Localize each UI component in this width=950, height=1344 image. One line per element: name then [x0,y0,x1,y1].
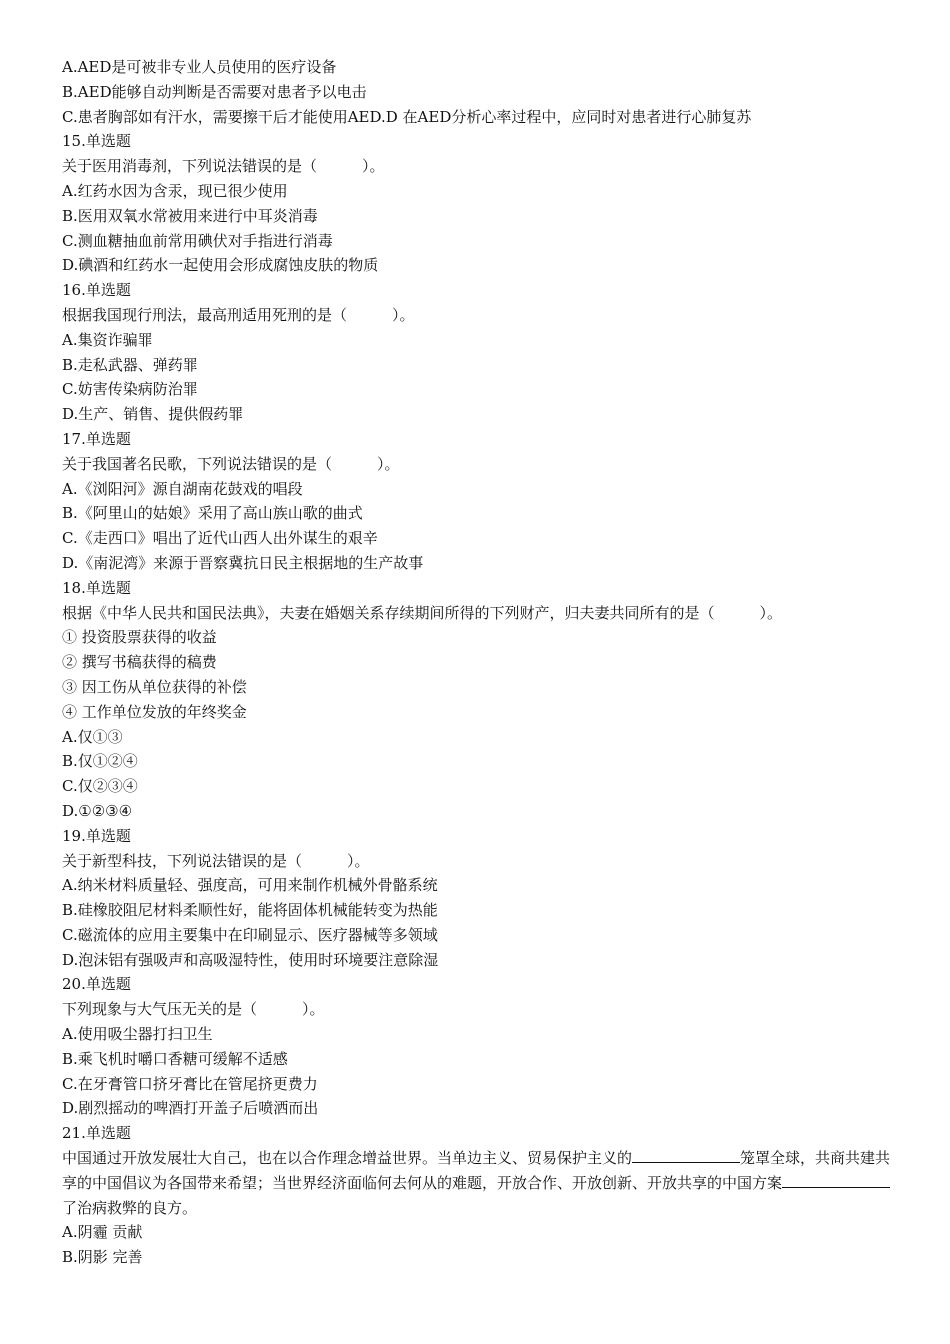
text-line: C.妨害传染病防治罪 [62,380,198,399]
text-line: 关于我国著名民歌，下列说法错误的是（ ）。 [62,454,400,473]
text-line: 19.单选题 [62,826,131,845]
text-line: B.走私武器、弹药罪 [62,355,198,374]
text-line: ② 撰写书稿获得的稿费 [62,653,217,672]
text-line: ③ 因工伤从单位获得的补偿 [62,677,247,696]
text-line: C.磁流体的应用主要集中在印刷显示、医疗器械等多领域 [62,925,438,944]
question-21-options [62,1220,892,1270]
text-line: D.碘酒和红药水一起使用会形成腐蚀皮肤的物质 [62,256,379,275]
text-line: A.纳米材料质量轻、强度高，可用来制作机械外骨骼系统 [62,876,438,895]
text-line: A.集资诈骗罪 [62,330,153,349]
text-line: B.《阿里山的姑娘》采用了高山族山歌的曲式 [62,504,363,523]
text-line: B.仅①②④ [62,752,138,771]
text-line: 20.单选题 [62,975,131,994]
text-line: C.测血糖抽血前常用碘伏对手指进行消毒 [62,231,333,250]
text-line: 18.单选题 [62,578,131,597]
text-line: ④ 工作单位发放的年终奖金 [62,702,247,721]
question-21-stem-part1: 中国通过开放发展壮大自己，也在以合作理念增益世界。当单边主义、贸易保护主义的 [62,1149,633,1168]
text-line: B.医用双氧水常被用来进行中耳炎消毒 [62,206,318,225]
text-line: A.AED是可被非专业人员使用的医疗设备 [62,58,337,76]
text-line: 关于新型科技，下列说法错误的是（ ）。 [62,851,370,870]
text-line: ① 投资股票获得的收益 [62,628,217,647]
text-line: 根据《中华人民共和国民法典》，夫妻在婚姻关系存续期间所得的下列财产，归夫妻共同所有的是（ ）。 [62,603,783,622]
text-line: B.乘飞机时嚼口香糖可缓解不适感 [62,1049,288,1068]
text-line: B.硅橡胶阻尼材料柔顺性好，能将固体机械能转变为热能 [62,901,438,920]
question-21-stem-part2: 笼罩全球，共商共建共享的中国倡议为各国带来希望；当世界经济面临何去何从的难题，开放合作、开放创新、开放共享的中国方案 [62,1149,891,1192]
text-line: A.仅①③ [62,727,123,746]
text-line: A.《浏阳河》源自湖南花鼓戏的唱段 [62,479,303,498]
text-line: 21.单选题 [62,1124,131,1143]
text-line: D.①②③④ [62,801,133,820]
text-line: D.泡沫铝有强吸声和高吸湿特性，使用时环境要注意除湿 [62,950,439,969]
text-line: D.剧烈摇动的啤酒打开盖子后喷洒而出 [62,1099,319,1118]
text-line: D.《南泥湾》来源于晋察冀抗日民主根据地的生产故事 [62,553,424,572]
text-line: C.患者胸部如有汗水，需要擦干后才能使用AED.D 在AED分析心率过程中，应同时对患者进行心肺复苏 [62,107,752,126]
text-line: 下列现象与大气压无关的是（ ）。 [62,1000,325,1019]
text-line: 16.单选题 [62,281,131,300]
text-line: 15.单选题 [62,132,131,151]
text-line: 关于医用消毒剂，下列说法错误的是（ ）。 [62,157,385,176]
text-line: A.阴霾 贡献 [62,1223,143,1242]
text-line: C.在牙膏管口挤牙膏比在管尾挤更费力 [62,1074,318,1093]
question-21-stem [62,1146,892,1220]
document-lines [62,55,892,1146]
text-line: A.使用吸尘器打扫卫生 [62,1025,213,1044]
text-line: A.红药水因为含汞，现已很少使用 [62,181,288,200]
text-line: 17.单选题 [62,429,131,448]
document-page [62,55,892,1270]
text-line: B.AED能够自动判断是否需要对患者予以电击 [62,82,367,101]
question-21-blank-2 [782,1173,890,1188]
text-line: 根据我国现行刑法，最高刑适用死刑的是（ ）。 [62,305,415,324]
text-line: C.《走西口》唱出了近代山西人出外谋生的艰辛 [62,529,378,548]
text-line: B.阴影 完善 [62,1248,143,1267]
question-21-blank-1 [632,1148,740,1163]
question-21-stem-part3: 了治病救弊的良方。 [62,1198,198,1217]
text-line: D.生产、销售、提供假药罪 [62,405,244,424]
text-line: C.仅②③④ [62,777,138,796]
